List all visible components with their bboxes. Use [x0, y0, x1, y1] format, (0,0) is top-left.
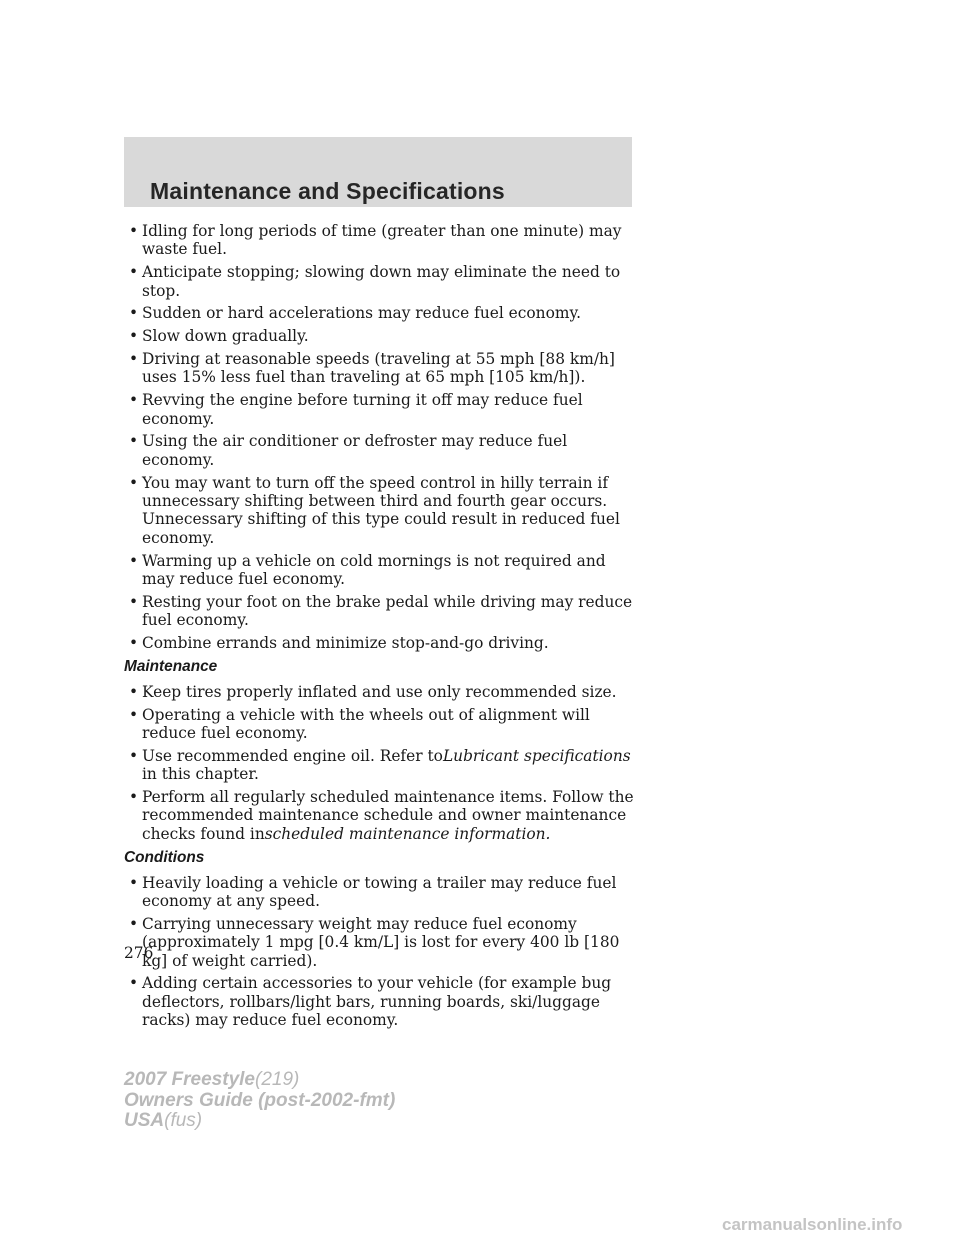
bullet-icon: • [129, 788, 139, 807]
bullet-icon: • [129, 682, 139, 701]
maintenance-heading: Maintenance [124, 658, 218, 676]
bullet-icon: • [129, 263, 139, 282]
list-item: • Idling for long periods of time (greater than one minute) may waste fuel. [129, 222, 622, 259]
bullet-icon: • [129, 551, 139, 570]
lubricant-specifications-reference: Lubricant specifications [442, 746, 631, 765]
page-title: Maintenance and Specifications [150, 178, 505, 204]
list-item: • Adding certain accessories to your vehicle (for example bug deflectors, rollbars/light bars, running boards, ski/luggage racks) may reduce fuel economy. [129, 974, 612, 1030]
bullet-icon: • [129, 304, 139, 323]
bullet-icon: • [129, 705, 139, 724]
document-footer [124, 1070, 395, 1132]
list-item: • Slow down gradually. [129, 327, 309, 346]
list-item: • Using the air conditioner or defroster may reduce fuel economy. [129, 432, 568, 469]
list-item: • Perform all regularly scheduled maintenance items. Follow the recommended maintenance schedule and owner maintenance checks found inscheduled maintenance information. [129, 788, 634, 843]
list-item: • Revving the engine before turning it off may reduce fuel economy. [129, 391, 583, 428]
list-item: • Use recommended engine oil. Refer toLubricant specifications in this chapter. [129, 746, 631, 784]
page-content [124, 222, 639, 1034]
list-item: • Anticipate stopping; slowing down may eliminate the need to stop. [129, 263, 621, 300]
bullet-icon: • [129, 327, 139, 346]
scheduled-maintenance-reference: scheduled maintenance information. [264, 824, 551, 843]
conditions-heading: Conditions [124, 849, 205, 867]
list-item: • Resting your foot on the brake pedal while driving may reduce fuel economy. [129, 592, 633, 630]
footer-market: USA [124, 1110, 165, 1131]
list-item: • Sudden or hard accelerations may reduce fuel economy. [129, 304, 581, 323]
list-item: • Driving at reasonable speeds (traveling at 55 mph [88 km/h] uses 15% less fuel than traveling at 65 mph [105 km/h]). [129, 350, 615, 387]
list-item: • Keep tires properly inflated and use only recommended size. [129, 682, 617, 701]
bullet-icon: • [129, 473, 139, 492]
bullet-icon: • [129, 350, 139, 368]
footer-guide: Owners Guide (post-2002-fmt) [124, 1089, 396, 1111]
list-item: • Warming up a vehicle on cold mornings is not required and may reduce fuel economy. [129, 551, 606, 589]
bullet-icon: • [129, 974, 139, 993]
page-number: 276 [124, 944, 154, 962]
footer-model-code: (219) [255, 1069, 300, 1090]
bullet-icon: • [129, 592, 139, 611]
bullet-icon: • [129, 914, 139, 933]
list-item: • Heavily loading a vehicle or towing a trailer may reduce fuel economy at any speed. [129, 873, 617, 911]
footer-market-code: (fus) [164, 1110, 203, 1131]
watermark: carmanualsonline.info [722, 1215, 903, 1234]
list-item: • Combine errands and minimize stop-and-go driving. [129, 634, 549, 653]
list-item: • You may want to turn off the speed control in hilly terrain if unnecessary shifting between third and fourth gear occurs. Unnecessary shifting of this type could result in reduced fuel economy. [129, 473, 620, 547]
footer-model: 2007 Freestyle [124, 1069, 255, 1090]
bullet-icon: • [129, 873, 139, 892]
bullet-icon: • [129, 432, 139, 451]
bullet-icon: • [129, 746, 139, 765]
list-item: • Carrying unnecessary weight may reduce fuel economy (approximately 1 mpg [0.4 km/L] is lost for every 400 lb [180 kg] of weight carried). [129, 914, 620, 970]
list-item: • Operating a vehicle with the wheels out of alignment will reduce fuel economy. [129, 705, 590, 743]
bullet-icon: • [129, 222, 139, 240]
bullet-icon: • [129, 634, 139, 653]
bullet-icon: • [129, 391, 139, 410]
